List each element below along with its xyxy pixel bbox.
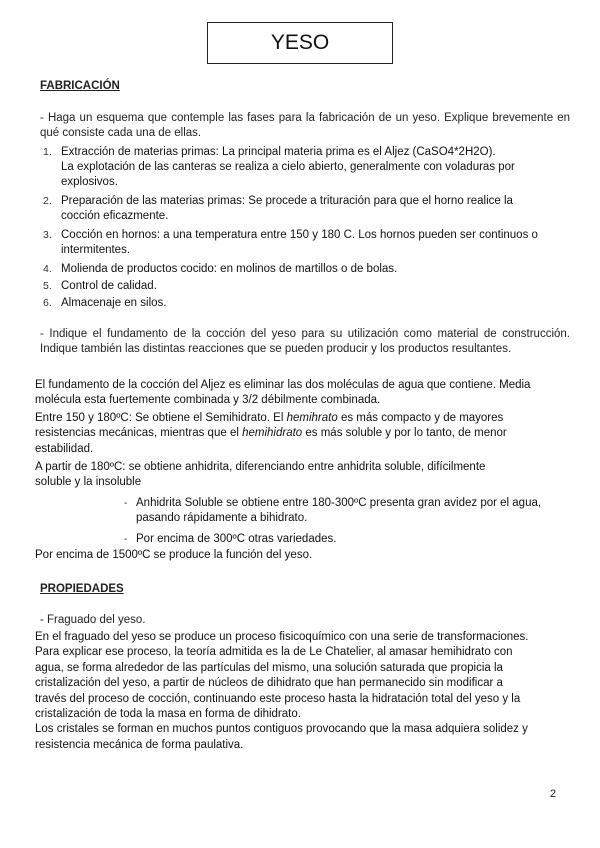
list-line: Extracción de materias primas: La principal materia prima es el Aljez (CaSO4*2H2O). <box>61 146 496 158</box>
paragraph-line: Los cristales se forman en muchos puntos contiguos provocando que la masa adquiera solidez y <box>35 723 528 736</box>
subheading-fraguado: - Fraguado del yeso. <box>40 614 146 626</box>
paragraph-anhidrita <box>35 460 580 491</box>
paragraph-semihidrato <box>35 411 580 457</box>
section-heading-fabricacion: FABRICACIÓN <box>40 80 120 92</box>
paragraph-line: A partir de 180ºC: se obtiene anhidrita, diferenciando entre anhidrita soluble, difícilmente <box>35 461 486 473</box>
dash-bullet-icon: - <box>124 534 128 545</box>
list-item <box>43 262 398 277</box>
paragraph-line <box>35 426 580 441</box>
list-line: Por encima de 300ºC otras variedades. <box>136 533 337 545</box>
list-line: pasando rápidamente a bihidrato. <box>136 512 308 524</box>
paragraph-fundamento <box>35 378 580 409</box>
paragraph-line: En el fraguado del yeso se produce un proceso fisicoquímico con una serie de transformaciones. <box>35 631 529 643</box>
paragraph-line: resistencia mecánica de forma paulativa. <box>35 738 244 751</box>
section-heading-propiedades: PROPIEDADES <box>40 583 124 595</box>
list-number: 5. <box>43 280 52 292</box>
list-line: Molienda de productos cocido: en molinos de martillos o de bolas. <box>61 263 398 275</box>
list-line: explosivos. <box>61 176 118 188</box>
document-title: YESO <box>207 22 393 64</box>
paragraph-line: El fundamento de la cocción del Aljez es eliminar las dos moléculas de agua que contiene. Media <box>35 379 531 391</box>
list-item <box>43 228 538 258</box>
paragraph-line: Para explicar ese proceso, la teoría admitida es la de Le Chatelier, al amasar hemihidrato con <box>35 646 513 659</box>
list-item <box>43 279 157 294</box>
list-number: 3. <box>43 229 52 241</box>
list-number: 2. <box>43 195 52 207</box>
question-1 <box>40 111 570 141</box>
question-1-text: - Haga un esquema que contemple las fases para la fabricación de un yeso. Explique brevemente en qué consiste cada una de ellas. <box>40 112 570 139</box>
sub-list-item <box>124 532 586 547</box>
list-line: Control de calidad. <box>61 280 157 292</box>
list-line: Almacenaje en silos. <box>61 297 167 309</box>
text-run: Entre 150 y 180ºC: Se obtiene el Semihidrato. El <box>35 412 287 424</box>
paragraph-line: cristalización de toda la masa en forma de dihidrato. <box>35 708 301 721</box>
question-2-text: - Indique el fundamento de la cocción del yeso para su utilización como material de construcción. Indique también las distintas reacciones que se pueden producir y los productos resultantes. <box>40 328 570 355</box>
list-line: Anhidrita Soluble se obtiene entre 180-300ºC presenta gran avidez por el agua, <box>136 497 542 509</box>
paragraph-line: soluble y la insoluble <box>35 476 142 489</box>
text-run: es más soluble y por lo tanto, de menor <box>302 427 507 440</box>
list-number: 1. <box>43 146 52 158</box>
paragraph-line <box>35 411 580 426</box>
paragraph-fusion: Por encima de 1500ºC se produce la función del yeso. <box>35 549 313 561</box>
paragraph-line: agua, se forma alrededor de las partículas del mismo, una solución saturada que propicia la <box>35 661 503 674</box>
paragraph-fraguado <box>35 630 585 753</box>
list-number: 6. <box>43 297 52 309</box>
list-number: 4. <box>43 263 52 275</box>
list-line: La explotación de las canteras se realiza a cielo abierto, generalmente con voladuras por <box>61 161 515 173</box>
list-item <box>43 296 167 311</box>
dash-bullet-icon: - <box>124 498 128 509</box>
question-2 <box>40 327 570 357</box>
list-line: Cocción en hornos: a una temperatura entre 150 y 180 C. Los hornos pueden ser continuos o <box>61 229 538 241</box>
list-item <box>43 194 513 224</box>
list-item <box>43 145 515 190</box>
list-line: cocción eficazmente. <box>61 210 169 222</box>
paragraph-line: molécula esta fuertemente combinada y 3/2 débilmente combinada. <box>35 394 381 407</box>
paragraph-line: través del proceso de cocción, continuando este proceso hasta la hidratación total del yeso y la <box>35 692 521 705</box>
paragraph-line: estabilidad. <box>35 442 94 455</box>
text-run: resistencias mecánicas, mientras que el <box>35 427 243 440</box>
text-italic: hemihrato <box>286 412 338 424</box>
list-line: intermitentes. <box>61 244 131 256</box>
paragraph-line: cristalización del yeso, a partir de núcleos de dihidrato que han permanecido sin modificar a <box>35 677 503 690</box>
text-run: es más compacto y de mayores <box>337 412 504 424</box>
list-line: Preparación de las materias primas: Se procede a trituración para que el horno realice la <box>61 195 513 207</box>
page-number: 2 <box>550 788 557 800</box>
text-italic: hemihidrato <box>242 427 303 440</box>
sub-list-item <box>124 496 586 526</box>
